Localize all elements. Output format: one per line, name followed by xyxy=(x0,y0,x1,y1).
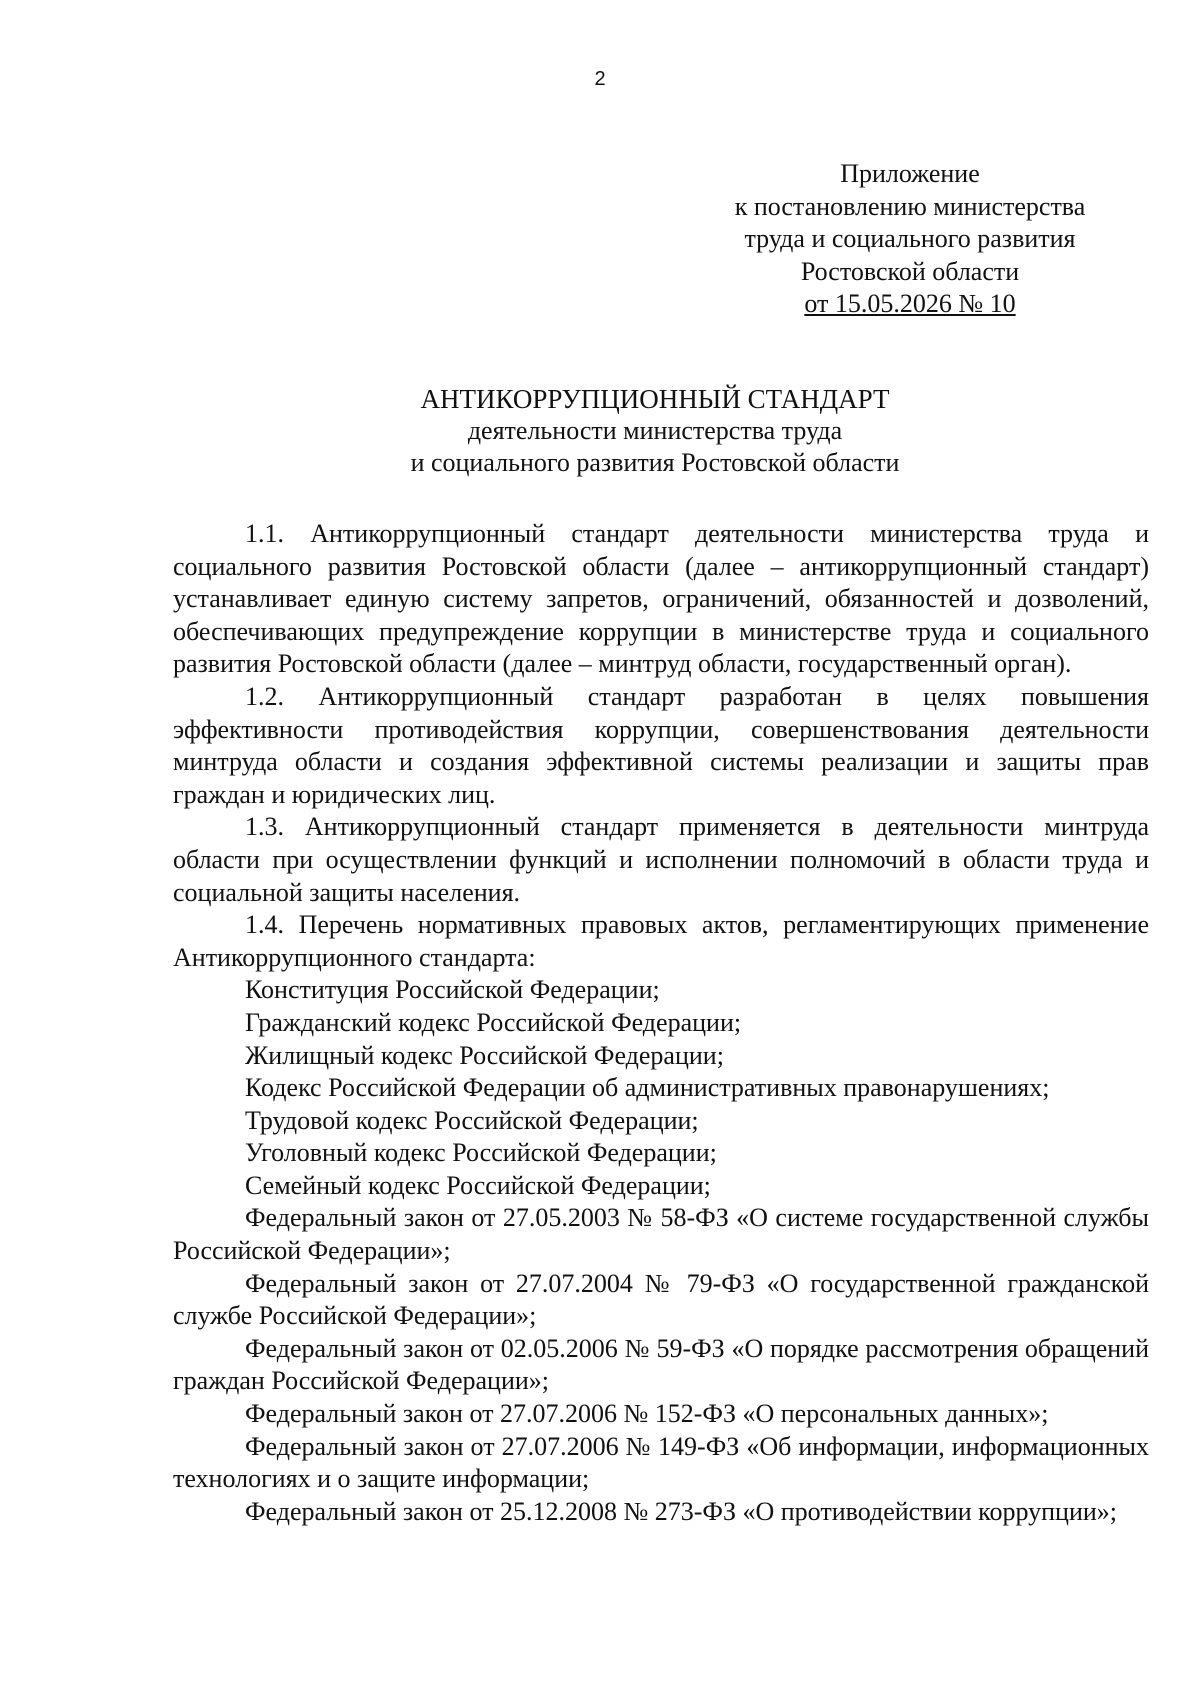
law-58-fz: Федеральный закон от 27.05.2003 № 58-ФЗ «О системе государственной службы Российской Федерации»; xyxy=(173,1203,1149,1266)
appendix-line-ministry: труда и социального развития xyxy=(744,224,1076,253)
law-273-fz: Федеральный закон от 25.12.2008 № 273-ФЗ «О противодействии коррупции»; xyxy=(245,1496,1118,1526)
appendix-line-region: Ростовской области xyxy=(800,256,1020,286)
paragraph-1-1: 1.1. Антикоррупционный стандарт деятельности министерства труда и социального развития Ростовской области (далее – антикоррупционный стандарт) устанавливает единую систему запретов, ограничений, обязанностей и дозволений, обеспечивающих предупреждение коррупции в министерстве труда и социального развития Ростовской области (далее – минтруд области, государственный орган). xyxy=(173,519,1149,679)
act-constitution: Конституция Российской Федерации; xyxy=(245,975,660,1005)
law-59-fz: Федеральный закон от 02.05.2006 № 59-ФЗ «О порядке рассмотрения обращений граждан Российской Федерации»; xyxy=(173,1333,1149,1396)
paragraph-1-2: 1.2. Антикоррупционный стандарт разработан в целях повышения эффективности противодействия коррупции, совершенствования деятельности минтруда области и создания эффективной системы реализации и защиты прав граждан и юридических лиц. xyxy=(173,681,1149,809)
law-149-fz: Федеральный закон от 27.07.2006 № 149-ФЗ «Об информации, информационных технологиях и о защите информации; xyxy=(173,1431,1149,1494)
act-administrative-code: Кодекс Российской Федерации об административных правонарушениях; xyxy=(245,1073,1050,1103)
appendix-block xyxy=(690,158,1130,321)
document-body xyxy=(173,518,1149,1528)
law-79-fz: Федеральный закон от 27.07.2004 № 79-ФЗ «О государственной гражданской службе Российской Федерации»; xyxy=(173,1268,1149,1331)
document-subtitle-line-1: деятельности министерства труда xyxy=(467,416,843,445)
paragraph-1-4: 1.4. Перечень нормативных правовых актов, регламентирующих применение Антикоррупционного стандарта: xyxy=(173,910,1149,972)
act-labour-code: Трудовой кодекс Российской Федерации; xyxy=(245,1105,699,1135)
act-civil-code: Гражданский кодекс Российской Федерации; xyxy=(245,1007,742,1037)
document-title: АНТИКОРРУПЦИОННЫЙ СТАНДАРТ xyxy=(420,384,890,414)
act-family-code: Семейный кодекс Российской Федерации; xyxy=(245,1170,711,1200)
document-subtitle-line-2: и социального развития Ростовской области xyxy=(410,448,900,477)
act-criminal-code: Уголовный кодекс Российской Федерации; xyxy=(245,1138,717,1168)
appendix-date-number: от 15.05.2026 № 10 xyxy=(804,289,1016,318)
appendix-line-decree: к постановлению министерства xyxy=(734,191,1086,221)
paragraph-1-3: 1.3. Антикоррупционный стандарт применяется в деятельности минтруда области при осуществлении функций и исполнении полномочий в области труда и социальной защиты населения. xyxy=(173,812,1149,907)
act-housing-code: Жилищный кодекс Российской Федерации; xyxy=(245,1040,724,1070)
document-title-block xyxy=(160,383,1150,479)
appendix-label: Приложение xyxy=(840,159,980,188)
law-152-fz: Федеральный закон от 27.07.2006 № 152-ФЗ «О персональных данных»; xyxy=(245,1399,1049,1429)
page-number: 2 xyxy=(594,68,606,90)
